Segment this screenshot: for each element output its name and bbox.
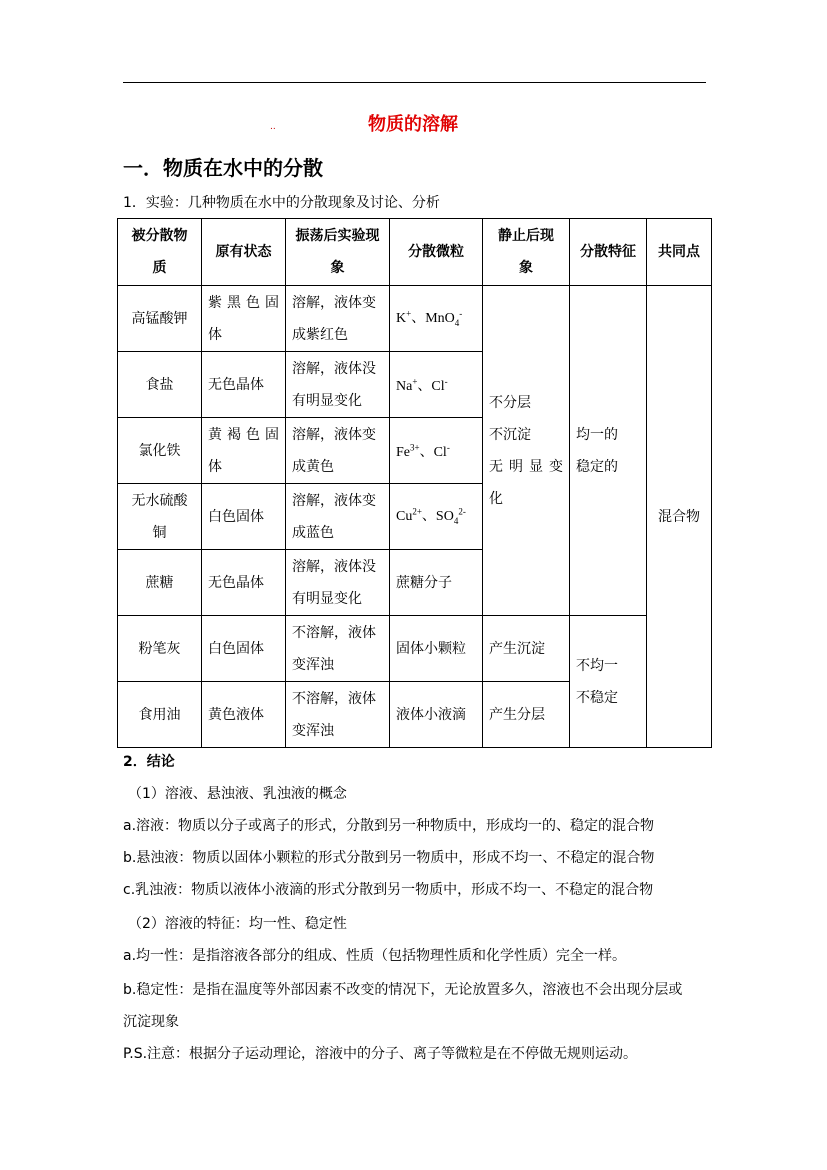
cell-state: 黄色液体 bbox=[202, 682, 286, 748]
header-features: 分散特征 bbox=[570, 219, 647, 286]
cell-rest: 产生分层 bbox=[483, 682, 570, 748]
features-subheading: （2）溶液的特征：均一性、稳定性 bbox=[128, 916, 347, 932]
cell-substance: 无水硫酸 铜 bbox=[118, 484, 202, 550]
cell-phenomenon: 溶解，液体没 有明显变化 bbox=[286, 550, 390, 616]
cell-phenomenon: 不溶解，液体 变浑浊 bbox=[286, 616, 390, 682]
experiment-caption: 1．实验：几种物质在水中的分散现象及讨论、分析 bbox=[123, 195, 440, 211]
cell-particle bbox=[390, 352, 483, 418]
cell-particle: 液体小液滴 bbox=[390, 682, 483, 748]
cell-state: 白色固体 bbox=[202, 616, 286, 682]
cell-rest-merged: 不分层 不沉淀 无明显变 化 bbox=[483, 286, 570, 616]
header-common: 共同点 bbox=[647, 219, 712, 286]
uniformity-text: a.均一性：是指溶液各部分的组成、性质（包括物理性质和化学性质）完全一样。 bbox=[123, 948, 627, 964]
cell-substance: 食用油 bbox=[118, 682, 202, 748]
header-after-rest: 静止后现 象 bbox=[483, 219, 570, 286]
cell-rest: 产生沉淀 bbox=[483, 616, 570, 682]
cell-state: 紫黑色固 体 bbox=[202, 286, 286, 352]
stability-text: b.稳定性：是指在温度等外部因素不改变的情况下，无论放置多久，溶液也不会出现分层或 bbox=[123, 982, 683, 998]
cell-state: 无色晶体 bbox=[202, 352, 286, 418]
particle-formula: $Fe^{3+}$、Cl- bbox=[396, 442, 450, 461]
header-state: 原有状态 bbox=[202, 219, 286, 286]
cell-substance: 高锰酸钾 bbox=[118, 286, 202, 352]
table-row bbox=[118, 616, 712, 682]
cell-state: 黄褐色固 体 bbox=[202, 418, 286, 484]
header-marker: .. bbox=[270, 122, 276, 132]
section-heading: 一．物质在水中的分散 bbox=[123, 156, 323, 180]
page-title: 物质的溶解 bbox=[368, 114, 458, 135]
suspension-definition: b.悬浊液：物质以固体小颗粒的形式分散到另一物质中，形成不均一、不稳定的混合物 bbox=[123, 850, 655, 866]
cell-substance: 食盐 bbox=[118, 352, 202, 418]
concept-subheading: （1）溶液、悬浊液、乳浊液的概念 bbox=[128, 786, 347, 802]
header-rule bbox=[123, 82, 706, 83]
header-particles: 分散微粒 bbox=[390, 219, 483, 286]
cell-phenomenon: 不溶解，液体 变浑浊 bbox=[286, 682, 390, 748]
cell-phenomenon: 溶解，液体变 成紫红色 bbox=[286, 286, 390, 352]
table-row bbox=[118, 286, 712, 352]
cell-substance: 氯化铁 bbox=[118, 418, 202, 484]
conclusion-heading: 2．结论 bbox=[123, 754, 175, 770]
cell-substance: 蔗糖 bbox=[118, 550, 202, 616]
particle-formula: Na+、Cl- bbox=[396, 376, 448, 395]
cell-particle: 蔗糖分子 bbox=[390, 550, 483, 616]
cell-particle bbox=[390, 286, 483, 352]
cell-feature-nonuniform: 不均一 不稳定 bbox=[570, 616, 647, 748]
cell-feature-uniform: 均一的 稳定的 bbox=[570, 286, 647, 616]
header-after-shake: 振荡后实验现 象 bbox=[286, 219, 390, 286]
cell-state: 白色固体 bbox=[202, 484, 286, 550]
table-header-row bbox=[118, 219, 712, 286]
dispersion-table bbox=[117, 218, 712, 748]
cell-phenomenon: 溶解，液体变 成黄色 bbox=[286, 418, 390, 484]
cell-phenomenon: 溶解，液体没 有明显变化 bbox=[286, 352, 390, 418]
header-substance: 被分散物 质 bbox=[118, 219, 202, 286]
cell-phenomenon: 溶解，液体变 成蓝色 bbox=[286, 484, 390, 550]
solution-definition: a.溶液：物质以分子或离子的形式，分散到另一种物质中，形成均一的、稳定的混合物 bbox=[123, 818, 655, 834]
ps-note: P.S.注意：根据分子运动理论，溶液中的分子、离子等微粒是在不停做无规则运动。 bbox=[123, 1046, 638, 1062]
cell-state: 无色晶体 bbox=[202, 550, 286, 616]
particle-formula: $Cu^{2+}$、$SO_4^{2-}$ bbox=[396, 506, 466, 527]
particle-formula: K+、MnO$_4$- bbox=[396, 308, 463, 329]
stability-text-continued: 沉淀现象 bbox=[123, 1014, 179, 1030]
cell-common: 混合物 bbox=[647, 286, 712, 748]
emulsion-definition: c.乳浊液：物质以液体小液滴的形式分散到另一物质中，形成不均一、不稳定的混合物 bbox=[123, 882, 654, 898]
cell-particle bbox=[390, 484, 483, 550]
cell-particle bbox=[390, 418, 483, 484]
cell-substance: 粉笔灰 bbox=[118, 616, 202, 682]
cell-particle: 固体小颗粒 bbox=[390, 616, 483, 682]
